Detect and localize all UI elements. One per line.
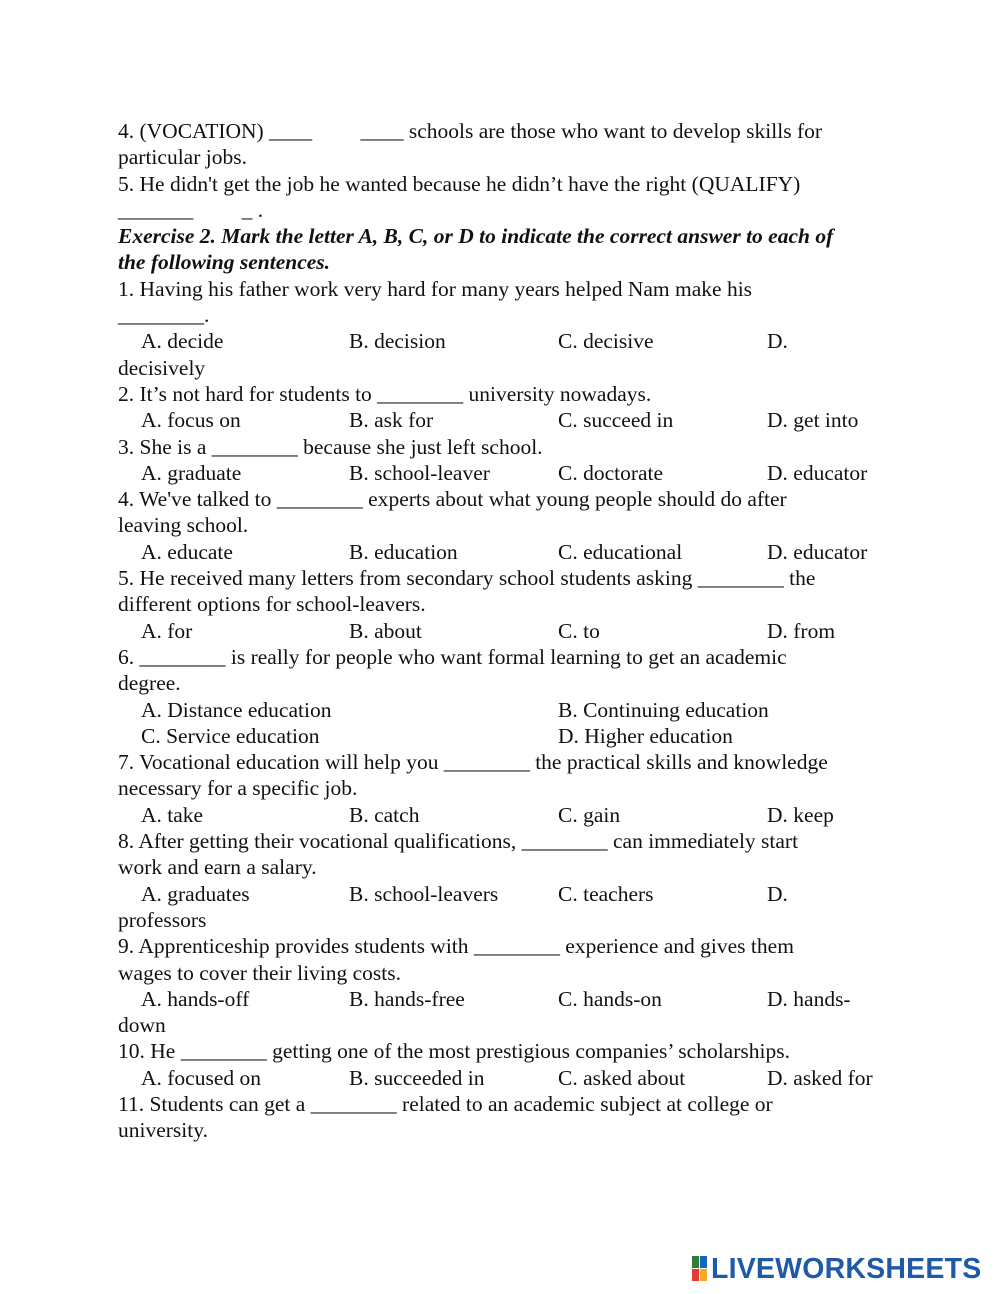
- question-5-text-cont: different options for school-leavers.: [118, 592, 426, 617]
- question-3-text: 3. She is a ________ because she just left school.: [118, 434, 543, 459]
- option-a[interactable]: A. graduate: [141, 460, 242, 485]
- option-c[interactable]: C. gain: [558, 802, 621, 827]
- exercise1-q4-line1: 4. (VOCATION) ____ ____ schools are those who want to develop skills for: [118, 119, 823, 143]
- question-6-options-row1: [118, 697, 888, 723]
- question-8-options: [118, 881, 888, 907]
- option-a[interactable]: A. hands-off: [141, 986, 250, 1011]
- liveworksheets-brand: [692, 1253, 981, 1285]
- option-a[interactable]: A. focus on: [141, 408, 241, 433]
- liveworksheets-logo-icon: [692, 1256, 708, 1282]
- option-b[interactable]: B. school-leavers: [349, 881, 499, 906]
- question-2-options: [118, 407, 888, 433]
- option-b[interactable]: B. about: [349, 618, 422, 643]
- option-d[interactable]: D. hands-: [767, 986, 851, 1011]
- option-a[interactable]: A. Distance education: [141, 697, 332, 722]
- option-d[interactable]: D. get into: [767, 408, 859, 433]
- exercise2-title-line2: the following sentences.: [118, 250, 331, 275]
- option-c[interactable]: C. teachers: [558, 881, 654, 906]
- option-c[interactable]: C. succeed in: [558, 408, 674, 433]
- exercise1-q5-line2: _______ _ .: [118, 197, 264, 222]
- option-b[interactable]: B. education: [349, 539, 458, 564]
- question-9-text-cont: wages to cover their living costs.: [118, 960, 402, 985]
- option-d[interactable]: D. keep: [767, 802, 834, 827]
- question-3-options: [118, 460, 888, 486]
- question-10-text: 10. He ________ getting one of the most prestigious companies’ scholarships.: [118, 1039, 790, 1064]
- question-9-text: 9. Apprenticeship provides students with ________ experience and gives them: [118, 934, 794, 959]
- brand-name: LIVEWORKSHEETS: [711, 1252, 982, 1285]
- exercise2-title-line1: Exercise 2. Mark the letter A, B, C, or D to indicate the correct answer to each of: [118, 224, 834, 249]
- question-1-text-cont: ________.: [118, 303, 210, 328]
- option-d[interactable]: D.: [767, 329, 788, 354]
- option-c[interactable]: C. asked about: [558, 1065, 686, 1090]
- question-6-options-row2: [118, 723, 888, 749]
- option-d[interactable]: D. educator: [767, 460, 868, 485]
- question-11-text-cont: university.: [118, 1118, 208, 1143]
- question-4-text-cont: leaving school.: [118, 513, 249, 538]
- option-d[interactable]: D. Higher education: [558, 723, 733, 748]
- worksheet-page: [118, 118, 888, 1144]
- question-5-options: [118, 618, 888, 644]
- question-7-text: 7. Vocational education will help you ________ the practical skills and knowledge: [118, 750, 828, 775]
- option-d[interactable]: D.: [767, 881, 788, 906]
- question-5-text: 5. He received many letters from secondary school students asking ________ the: [118, 566, 816, 591]
- question-8-text-cont: work and earn a salary.: [118, 855, 317, 880]
- question-1-text: 1. Having his father work very hard for many years helped Nam make his: [118, 276, 753, 301]
- option-c[interactable]: C. doctorate: [558, 460, 664, 485]
- question-4-text: 4. We've talked to ________ experts about what young people should do after: [118, 487, 787, 512]
- exercise1-q5-line1: 5. He didn't get the job he wanted because he didn’t have the right (QUALIFY): [118, 171, 801, 196]
- option-a[interactable]: A. focused on: [141, 1065, 262, 1090]
- option-d[interactable]: D. from: [767, 618, 836, 643]
- exercise1-q4-line2: particular jobs.: [118, 145, 247, 170]
- option-a[interactable]: A. graduates: [141, 881, 250, 906]
- option-b[interactable]: B. catch: [349, 802, 420, 827]
- option-c[interactable]: C. to: [558, 618, 600, 643]
- option-b[interactable]: B. decision: [349, 329, 446, 354]
- option-a[interactable]: A. take: [141, 802, 204, 827]
- option-d[interactable]: D. educator: [767, 539, 868, 564]
- question-7-text-cont: necessary for a specific job.: [118, 776, 358, 801]
- question-6-text-cont: degree.: [118, 671, 181, 696]
- option-c[interactable]: C. decisive: [558, 329, 654, 354]
- option-d[interactable]: D. asked for: [767, 1065, 873, 1090]
- option-b[interactable]: B. hands-free: [349, 986, 465, 1011]
- question-8-text: 8. After getting their vocational qualifications, ________ can immediately start: [118, 829, 799, 854]
- question-2-text: 2. It’s not hard for students to ________ university nowadays.: [118, 381, 652, 406]
- option-b[interactable]: B. Continuing education: [558, 697, 769, 722]
- question-9-options: [118, 986, 888, 1012]
- question-4-options: [118, 539, 888, 565]
- question-10-options: [118, 1065, 888, 1091]
- option-a[interactable]: A. educate: [141, 539, 233, 564]
- option-b[interactable]: B. ask for: [349, 408, 434, 433]
- option-d-wrap: down: [118, 1013, 166, 1038]
- option-b[interactable]: B. school-leaver: [349, 460, 490, 485]
- option-d-wrap: decisively: [118, 355, 206, 380]
- option-c[interactable]: C. educational: [558, 539, 683, 564]
- question-7-options: [118, 802, 888, 828]
- option-a[interactable]: A. decide: [141, 329, 224, 354]
- option-c[interactable]: C. hands-on: [558, 986, 662, 1011]
- question-6-text: 6. ________ is really for people who want formal learning to get an academic: [118, 644, 787, 669]
- option-c[interactable]: C. Service education: [141, 723, 320, 748]
- option-d-wrap: professors: [118, 907, 207, 932]
- question-11-text: 11. Students can get a ________ related to an academic subject at college or: [118, 1091, 773, 1116]
- option-b[interactable]: B. succeeded in: [349, 1065, 485, 1090]
- option-a[interactable]: A. for: [141, 618, 193, 643]
- question-1-options: [118, 328, 888, 354]
